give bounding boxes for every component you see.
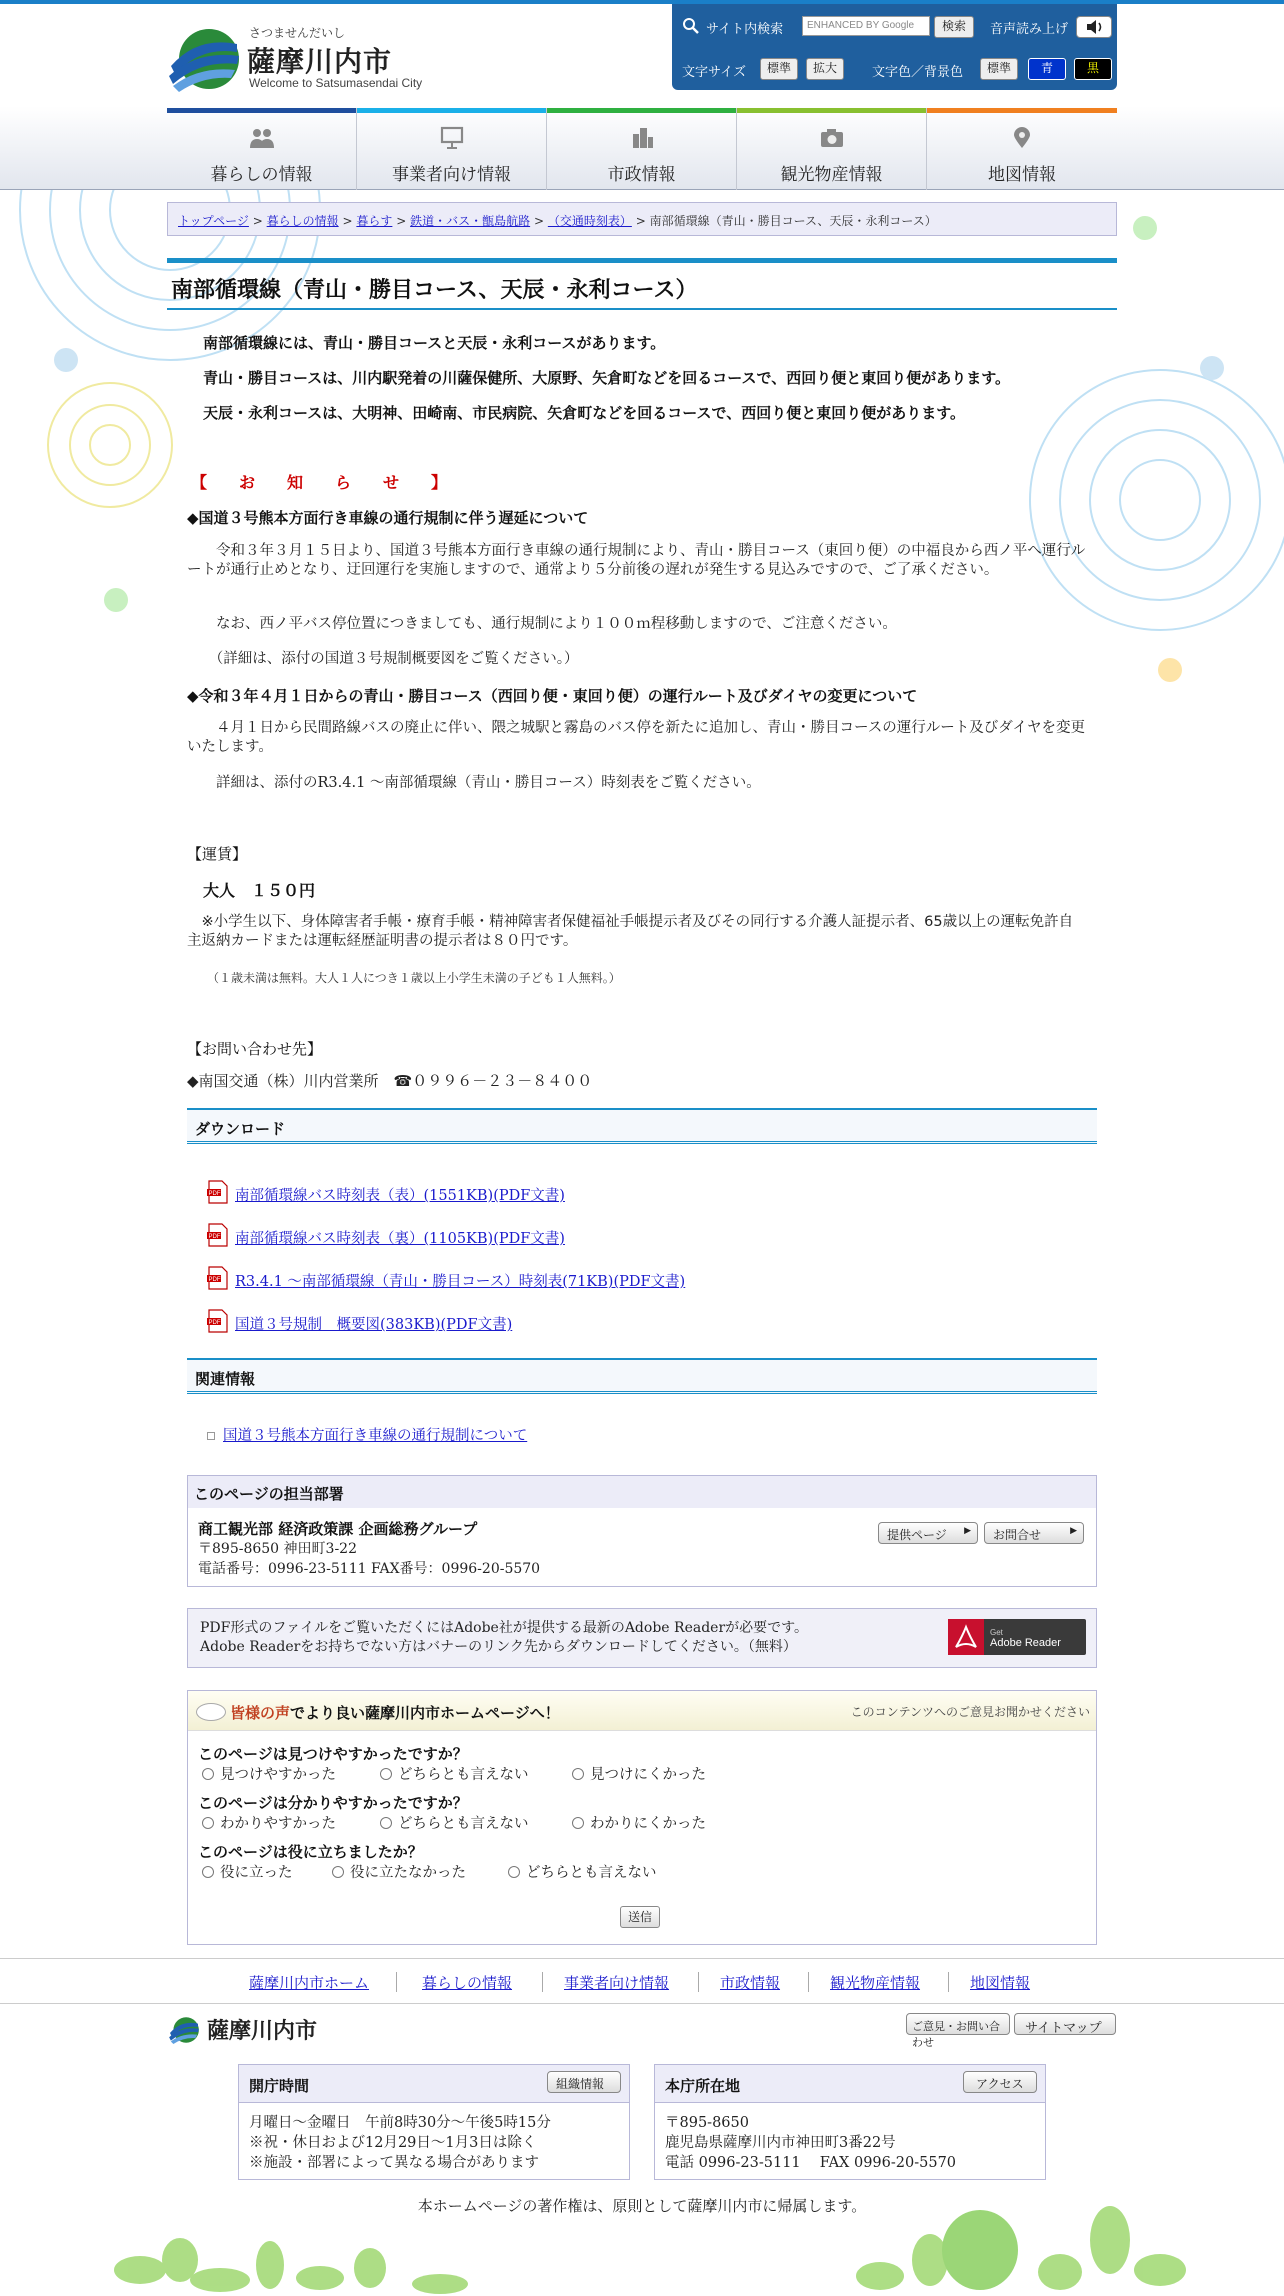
footer-link-living[interactable]: 暮らしの情報 — [422, 1974, 513, 1992]
footer-logo[interactable] — [167, 2012, 367, 2048]
footer-logo-name: 薩摩川内市 — [207, 2019, 318, 2044]
adobe-get: Get — [990, 1628, 1003, 1637]
adobe-text: Adobe Readerをお持ちでない方はバナーのリンク先からダウンロードしてください。（無料） — [200, 1639, 797, 1655]
speaker-icon — [1077, 17, 1111, 37]
svg-text:PDF: PDF — [208, 1277, 221, 1283]
notice-paragraph: 詳細は、添付のR3.4.1 ～南部循環線（青山・勝目コース）時刻表をご覧ください。 — [187, 775, 761, 791]
fare-adult: 大人 １５０円 — [203, 881, 316, 900]
notice-title: ◆令和３年４月１日からの青山・勝目コース（西回り便・東回り便）の運行ルート及びダイヤの変更について — [187, 687, 918, 705]
survey-question: このページは見つけやすかったですか？ — [198, 1745, 468, 1763]
notice-title: ◆国道３号熊本方面行き車線の通行規制に伴う遅延について — [187, 509, 589, 527]
radio-icon — [572, 1817, 584, 1829]
radio-option[interactable]: どちらとも言えない — [380, 1812, 529, 1833]
arrow-right-icon: ▶ — [964, 1526, 971, 1536]
breadcrumb-link[interactable]: 暮らしの情報 — [266, 214, 339, 228]
footer-nav — [0, 1958, 1284, 2004]
breadcrumb-link[interactable]: （交通時刻表） — [547, 214, 632, 228]
bullet-icon — [207, 1432, 215, 1440]
related-link[interactable]: 国道３号熊本方面行き車線の通行規制について — [223, 1428, 528, 1444]
page-title: 南部循環線（青山・勝目コース、天辰・永利コース） — [167, 258, 1117, 310]
radio-icon — [332, 1866, 344, 1878]
department-address: 〒895-8650 神田町3-22 — [198, 1541, 357, 1557]
radio-icon — [380, 1817, 392, 1829]
office-hours-line: ※祝・休日および12月29日～1月3日は除く — [249, 2135, 537, 2151]
speech-bubble-icon — [196, 1703, 226, 1721]
inquiry-button[interactable]: お問合せ ▶ — [984, 1522, 1084, 1544]
global-nav — [0, 106, 1284, 190]
survey-header — [188, 1691, 1096, 1731]
svg-text:PDF: PDF — [208, 1320, 221, 1326]
font-size-label: 文字サイズ — [682, 65, 746, 80]
contact-heading: 【お問い合わせ先】 — [187, 1040, 323, 1058]
organization-info-button[interactable]: 組織情報 — [547, 2071, 621, 2093]
color-label: 文字色／背景色 — [872, 65, 964, 80]
logo-kana: さつませんだいし — [249, 26, 346, 40]
svg-text:PDF: PDF — [208, 1234, 221, 1240]
color-blue-button[interactable]: 青 — [1028, 58, 1066, 80]
department-name: 商工観光部 経済政策課 企画総務グループ — [198, 1520, 478, 1538]
breadcrumb-link[interactable]: 鉄道・バス・甑島航路 — [410, 214, 531, 228]
lead-text: 天辰・永利コースは、大明神、田崎南、市民病院、矢倉町などを回るコースで、西回り便と東回り便があります。 — [203, 404, 966, 422]
radio-option[interactable]: わかりにくかった — [572, 1812, 706, 1833]
survey-question: このページは役に立ちましたか？ — [198, 1843, 423, 1861]
related-heading: 関連情報 — [187, 1358, 1097, 1394]
pdf-icon — [207, 1266, 229, 1290]
adobe-reader-banner[interactable] — [948, 1619, 1086, 1655]
sitemap-button[interactable]: サイトマップ — [1014, 2013, 1116, 2035]
pdf-link[interactable]: 南部循環線バス時刻表（裏）(1105KB)(PDF文書) — [235, 1231, 565, 1247]
feedback-survey — [187, 1690, 1097, 1945]
related-item — [207, 1424, 527, 1445]
radio-icon — [380, 1768, 392, 1780]
office-location-box — [654, 2064, 1046, 2180]
adobe-text: PDF形式のファイルをご覧いただくにはAdobe社が提供する最新のAdobe Readerが必要です。 — [200, 1620, 809, 1636]
pdf-link[interactable]: R3.4.1 ～南部循環線（青山・勝目コース）時刻表(71KB)(PDF文書) — [235, 1274, 686, 1290]
office-location-line: 電話 0996-23-5111 FAX 0996-20-5570 — [665, 2155, 957, 2171]
notice-paragraph: 令和３年３月１５日より、国道３号熊本方面行き車線の通行規制により、青山・勝目コース（東回り便）の中福良から西ノ平へ運行ルートが通行止めとなり、迂回運行を実施しますので、通常より５分前後の遅れが発生する見込みですので、ご了承ください。 — [187, 543, 1086, 578]
search-icon — [682, 17, 700, 35]
radio-option[interactable]: 役に立った — [202, 1861, 293, 1882]
nav-item-tourism[interactable] — [737, 108, 927, 190]
survey-note: このコンテンツへのご意見お聞かせください — [850, 1705, 1090, 1719]
footer-link-business[interactable]: 事業者向け情報 — [564, 1974, 670, 1992]
nav-item-city-admin[interactable] — [547, 108, 737, 190]
breadcrumb: トップページ > 暮らしの情報 > 暮らす > 鉄道・バス・甑島航路 > （交通時刻表） > 南部循環線（青山・勝目コース、天辰・永利コース） — [167, 202, 1117, 236]
radio-option[interactable]: 見つけにくかった — [572, 1763, 706, 1784]
radio-option[interactable]: わかりやすかった — [202, 1812, 336, 1833]
pdf-icon — [207, 1180, 229, 1204]
department-phone: 電話番号：0996-23-5111 FAX番号：0996-20-5570 — [198, 1561, 541, 1577]
search-button[interactable]: 検索 — [934, 16, 974, 38]
office-hours-line: 月曜日～金曜日 午前8時30分～午後5時15分 — [249, 2115, 551, 2131]
pdf-link[interactable]: 南部循環線バス時刻表（表）(1551KB)(PDF文書) — [235, 1188, 565, 1204]
notice-paragraph: なお、西ノ平バス停位置につきましても、通行規制により１００ｍ程移動しますので、ご注意ください。 — [187, 616, 897, 632]
footer-link-map[interactable]: 地図情報 — [970, 1974, 1031, 1992]
people-icon — [249, 126, 275, 150]
radio-option[interactable]: どちらとも言えない — [508, 1861, 657, 1882]
contact-line: ◆南国交通（株）川内営業所 ☎０９９６－２３－８４００ — [187, 1072, 593, 1090]
city-logo-icon — [167, 2016, 201, 2044]
pdf-icon — [207, 1309, 229, 1333]
svg-text:PDF: PDF — [208, 1191, 221, 1197]
notice-paragraph: （詳細は、添付の国道３号規制概要図をご覧ください。） — [187, 651, 579, 667]
color-black-button[interactable]: 黒 — [1074, 58, 1112, 80]
accessibility-toolbox — [672, 4, 1117, 90]
footer-link-home[interactable]: 薩摩川内市ホーム — [249, 1974, 370, 1992]
font-large-button[interactable]: 拡大 — [806, 58, 844, 80]
provided-pages-button[interactable]: 提供ページ ▶ — [878, 1522, 978, 1544]
office-location-line: 〒895-8650 — [665, 2115, 749, 2131]
city-logo-icon — [167, 26, 241, 92]
site-header — [0, 4, 1284, 106]
office-hours-box — [238, 2064, 630, 2180]
department-box — [187, 1475, 1097, 1587]
lead-text: 南部循環線には、青山・勝目コースと天辰・永利コースがあります。 — [203, 334, 666, 352]
access-button[interactable]: アクセス — [963, 2071, 1037, 2093]
footer-link-city-admin[interactable]: 市政情報 — [720, 1974, 781, 1992]
radio-icon — [202, 1866, 214, 1878]
search-input[interactable]: ENHANCED BY Google — [802, 16, 930, 36]
building-icon — [629, 126, 655, 150]
nav-item-business[interactable] — [357, 108, 547, 190]
pdf-link[interactable]: 国道３号規制 概要図(383KB)(PDF文書) — [235, 1317, 513, 1333]
survey-send-button[interactable]: 送信 — [620, 1906, 660, 1928]
office-hours-heading: 開庁時間 組織情報 — [239, 2065, 629, 2103]
radio-option[interactable]: 見つけやすかった — [202, 1763, 336, 1784]
nav-item-map[interactable] — [927, 108, 1117, 190]
radio-option[interactable]: どちらとも言えない — [380, 1763, 529, 1784]
notice-paragraph: ４月１日から民間路線バスの廃止に伴い、隈之城駅と霧島のバス停を新たに追加し、青山・勝目コースの運行ルート及びダイヤを変更いたします。 — [187, 720, 1085, 755]
nav-label: 市政情報 — [607, 165, 676, 185]
office-hours-line: ※施設・部署によって異なる場合があります — [249, 2155, 539, 2171]
color-standard-button[interactable]: 標準 — [980, 58, 1018, 80]
pdf-icon — [207, 1223, 229, 1247]
adobe-name: Adobe Reader — [990, 1637, 1061, 1649]
logo-name: 薩摩川内市 — [247, 45, 393, 78]
adobe-logo-icon — [948, 1619, 984, 1655]
site-logo[interactable] — [167, 22, 447, 94]
nav-item-living[interactable] — [167, 108, 357, 190]
footer-link-tourism[interactable]: 観光物産情報 — [830, 1974, 921, 1992]
presentation-icon — [439, 126, 465, 150]
copyright: 本ホームページの著作権は、原則として薩摩川内市に帰属します。 — [417, 2197, 867, 2215]
adobe-reader-notice — [187, 1608, 1097, 1668]
voice-read-button[interactable] — [1076, 16, 1112, 38]
opinion-button[interactable]: ご意見・お問い合わせ — [906, 2013, 1010, 2035]
breadcrumb-current: 南部循環線（青山・勝目コース、天辰・永利コース） — [649, 214, 937, 228]
fare-small-note: （１歳未満は無料。大人１人につき１歳以上小学生未満の子ども１人無料。） — [207, 971, 621, 985]
nav-label: 事業者向け情報 — [392, 165, 511, 185]
voice-read-label: 音声読み上げ — [990, 22, 1069, 37]
office-location-heading: 本庁所在地 アクセス — [655, 2065, 1045, 2103]
logo-english: Welcome to Satsumasendai City — [249, 76, 423, 90]
fare-note: ※小学生以下、身体障害者手帳・療育手帳・精神障害者保健福祉手帳提示者及びその同行する介護人証提示者、65歳以上の運転免許自主返納カードまたは運転経歴証明書の提示者は８０円です。 — [187, 914, 1074, 949]
lead-text: 青山・勝目コースは、川内駅発着の川薩保健所、大原野、矢倉町などを回るコースで、西回り便と東回り便があります。 — [203, 369, 1011, 387]
radio-option[interactable]: 役に立たなかった — [332, 1861, 466, 1882]
breadcrumb-link[interactable]: トップページ — [178, 214, 249, 228]
nav-label: 地図情報 — [988, 165, 1056, 185]
radio-icon — [572, 1768, 584, 1780]
download-heading: ダウンロード — [187, 1108, 1097, 1144]
site-search-label: サイト内検索 — [706, 22, 784, 37]
survey-question: このページは分かりやすかったですか？ — [198, 1794, 468, 1812]
arrow-right-icon: ▶ — [1070, 1526, 1077, 1536]
radio-icon — [508, 1866, 520, 1878]
nav-label: 観光物産情報 — [780, 165, 883, 185]
breadcrumb-link[interactable]: 暮らす — [356, 214, 393, 228]
map-pin-icon — [1009, 126, 1035, 150]
nav-label: 暮らしの情報 — [210, 165, 313, 185]
survey-title: 皆様の声でより良い薩摩川内市ホームページへ！ — [230, 1704, 560, 1722]
radio-icon — [202, 1768, 214, 1780]
office-location-line: 鹿児島県薩摩川内市神田町3番22号 — [665, 2135, 896, 2151]
notice-heading: 【 お 知 ら せ 】 — [191, 473, 456, 492]
font-standard-button[interactable]: 標準 — [760, 58, 798, 80]
radio-icon — [202, 1817, 214, 1829]
fare-heading: 【運賃】 — [187, 845, 248, 863]
department-heading: このページの担当部署 — [188, 1476, 1096, 1508]
camera-icon — [819, 126, 845, 150]
